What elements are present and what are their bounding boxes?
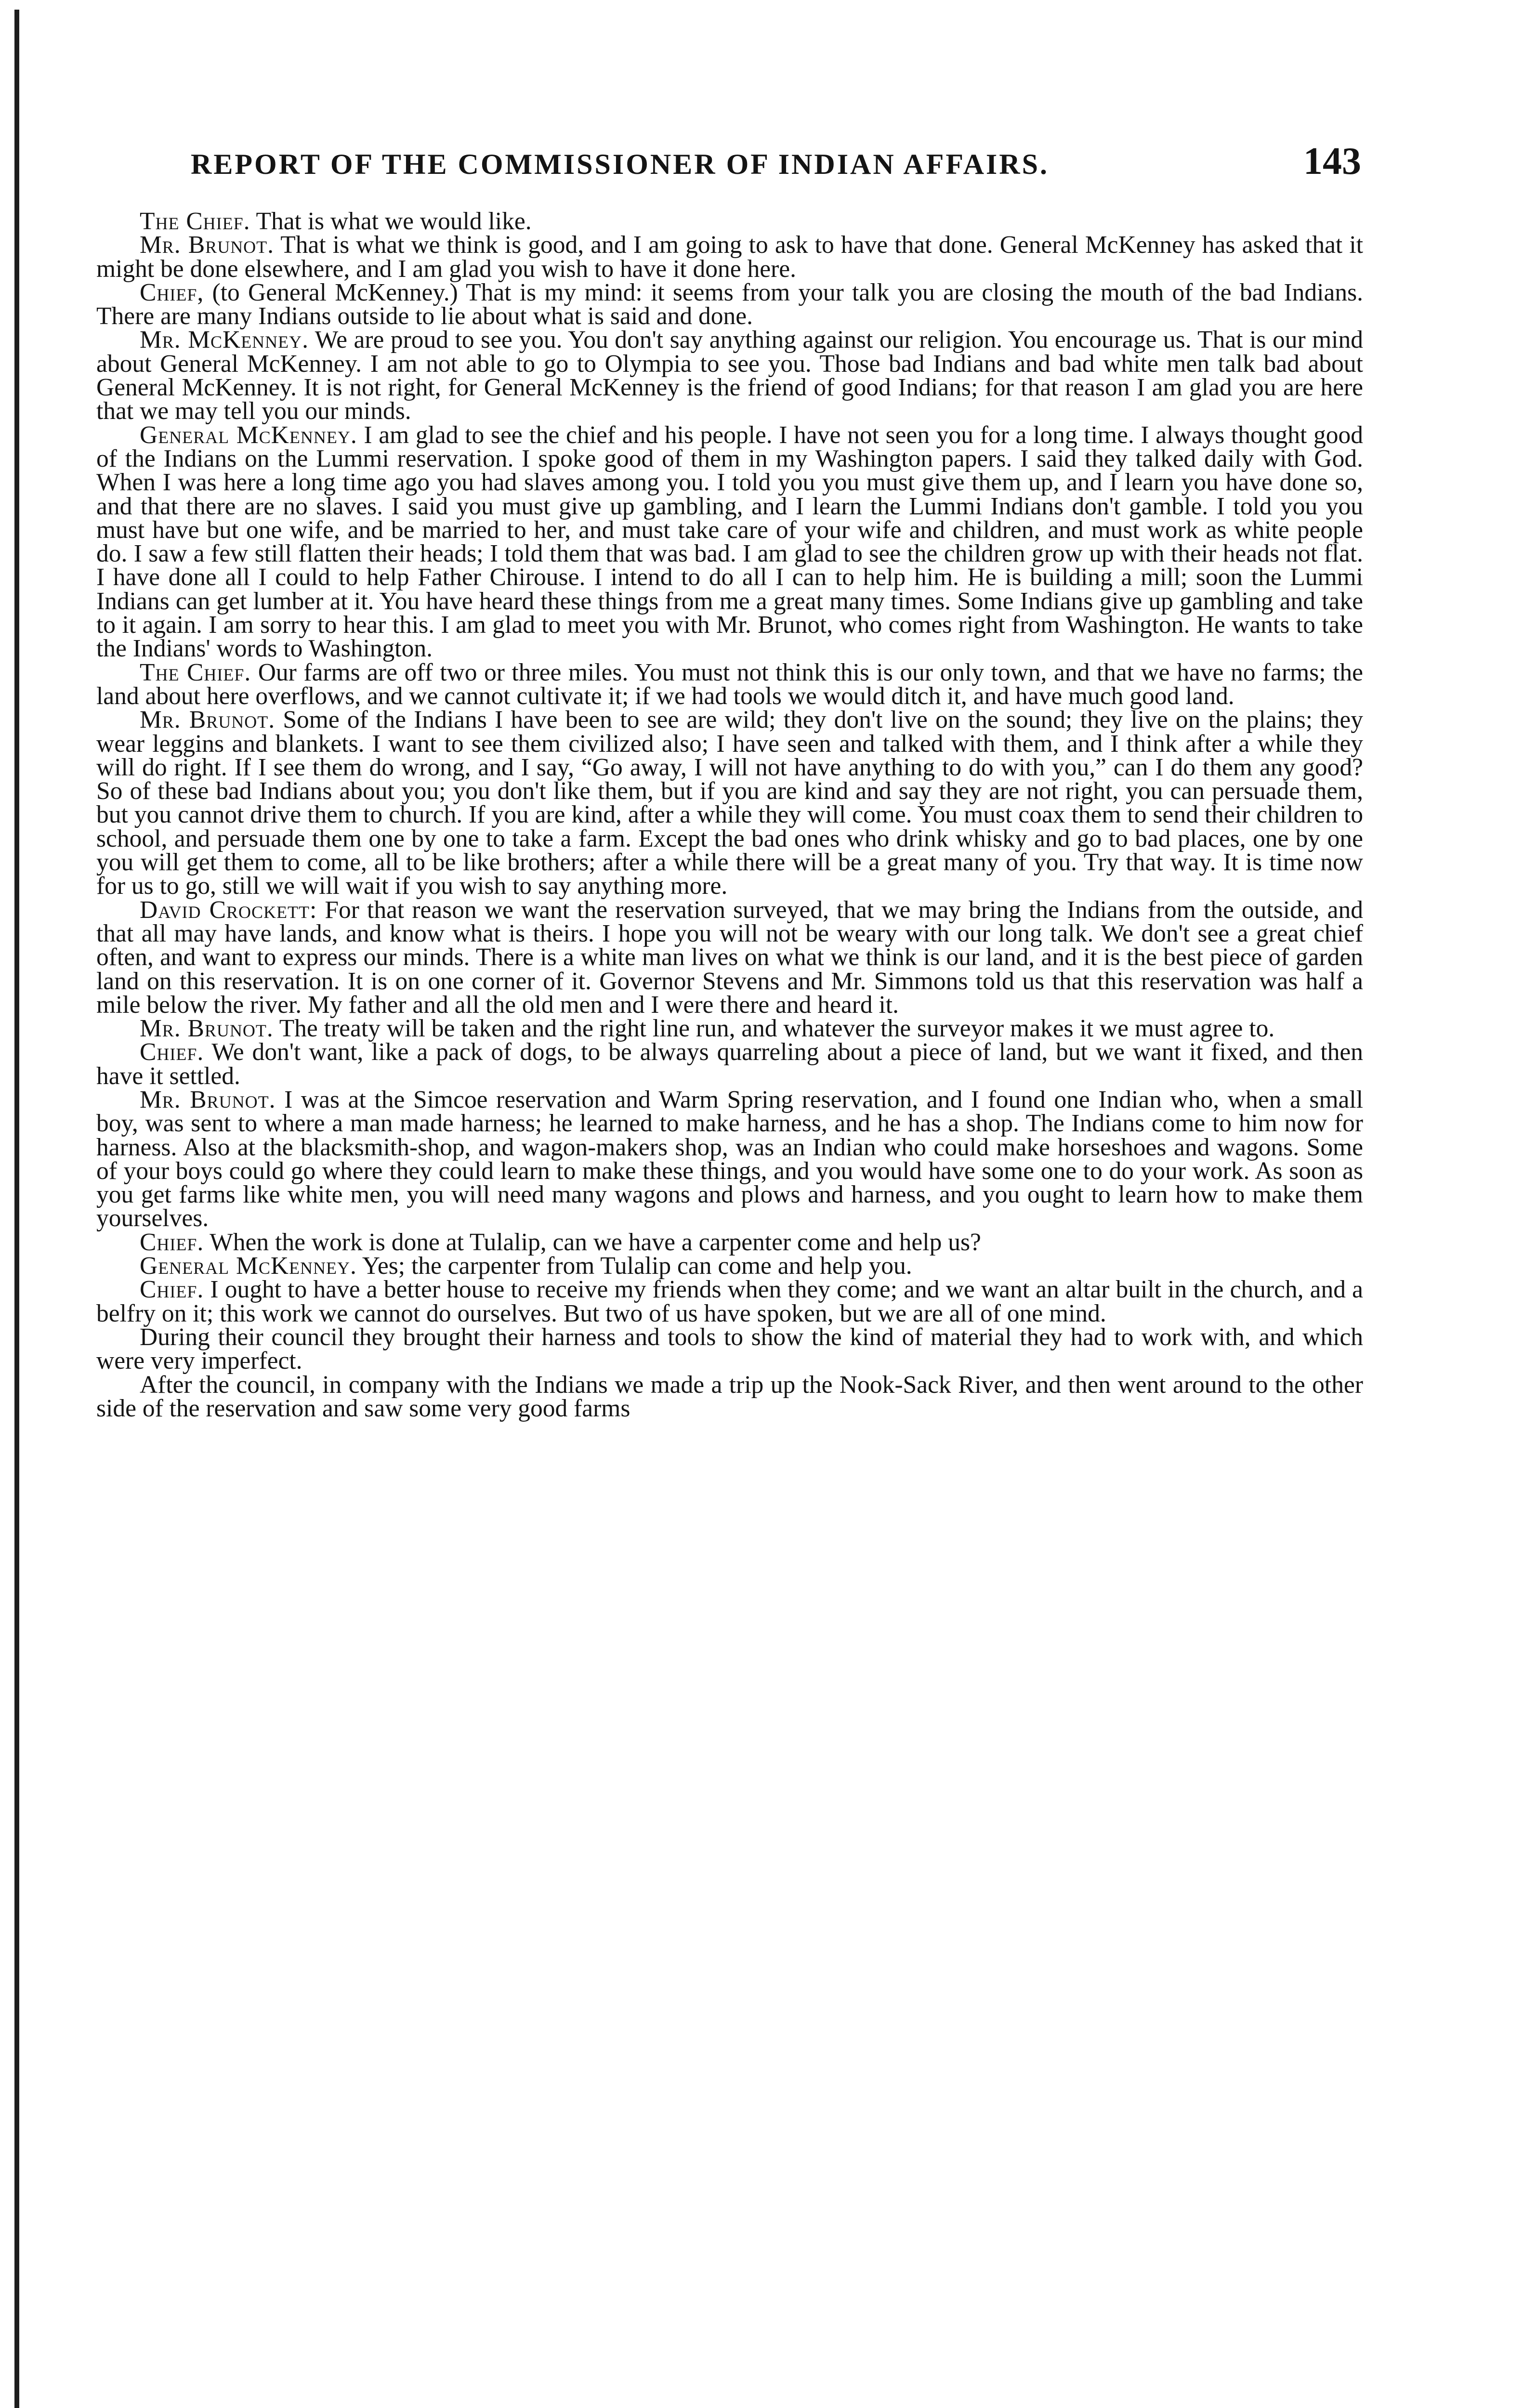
speaker-name: Chief. [140, 1276, 204, 1304]
paragraph [96, 658, 1363, 710]
speaker-name: David Crockett: [140, 896, 317, 924]
speaker-name: Chief, [140, 278, 204, 306]
paragraph-text: I was at the Simcoe reservation and Warm Spring reservation, and I found one Indian who, when a small boy, was sent to where a man made harness; he learned to make harness, and he has a shop. The Indians come to him now for harness. Also at the blacksmith-shop, and wagon-makers shop, was an Indian who could make horseshoes and wagons. Some of your boys could go where they could learn to make these things, and you would have some one to do your work. As soon as you get farms like white men, you will need many wagons and plows and harness, and you ought to learn how to make them yourselves. [96, 1086, 1364, 1232]
paragraph [96, 898, 1363, 1017]
paragraph [96, 1254, 1363, 1278]
paragraph [96, 233, 1363, 281]
paragraph [96, 1015, 1363, 1043]
speaker-name: General McKenney. [140, 1252, 357, 1280]
paragraph-text: I ought to have a better house to receive my friends when they come; and we want an altar built in the church, and a belfry on it; this work we cannot do ourselves. But two of us have spoken, but we are all of one mind. [96, 1276, 1363, 1327]
paragraph-text: Some of the Indians I have been to see are wild; they don't live on the sound; they live on the plains; they wear leggins and blankets. I want to see them civilized also; I have seen and talked with them, and I think after a while they will do right. If I see them do wrong, and I say, “Go away, I will not have anything to do with you,” can I do them any good? So of these bad Indians about you; you don't like them, but if you are kind and say they are not right, you can persuade them, but you cannot drive them to church. If you are kind, after a while they will come. You must coax them to send their children to school, and persuade them one by one to take a farm. Except the bad ones who drink whisky and go to bad places, one by one you will get them to come, all to be like brothers; after a while there will be a great many of you. Try that way. It is time now for us to go, still we will wait if you wish to say anything more. [96, 706, 1363, 900]
speaker-name: Mr. Brunot. [140, 1086, 276, 1113]
paragraph-text: (to General McKenney.) That is my mind: it seems from your talk you are closing the mouth of the bad Indians. There are many Indians outside to lie about what is said and done. [96, 278, 1363, 330]
paragraph-text: We are proud to see you. You don't say anything against our religion. You encourage us. That is our mind about General McKenney. I am not able to go to Olympia to see you. Those bad Indians and bad white men talk bad about General McKenney. It is not right, for General McKenney is the friend of good Indians; for that reason I am glad you are here that we may tell you our minds. [96, 326, 1363, 425]
paragraph [96, 423, 1363, 661]
paragraph [96, 708, 1363, 898]
paragraph-text: That is what we think is good, and I am going to ask to have that done. General McKenney has asked that it might be done elsewhere, and I am glad you wish to have it done here. [96, 231, 1364, 283]
speaker-name: Mr. McKenney. [140, 326, 309, 354]
paragraph [96, 209, 1363, 233]
speaker-name: Mr. Brunot. [140, 706, 276, 734]
paragraph-text: The treaty will be taken and the right line run, and whatever the surveyor makes it we must agree to. [273, 1015, 1275, 1043]
paragraph [96, 1278, 1363, 1325]
paragraph [96, 1040, 1363, 1088]
paragraph-text: Our farms are off two or three miles. You must not think this is our only town, and that we have no farms; the land about here overflows, and we cannot cultivate it; if we had tools we would ditch it, and have much good land. [96, 658, 1363, 710]
speaker-name: Chief. [140, 1038, 204, 1066]
body-text [96, 209, 1363, 1420]
paragraph-text: We don't want, like a pack of dogs, to be always quarreling about a piece of land, but we want it fixed, and then have it settled. [96, 1038, 1363, 1090]
speaker-name: General McKenney. [140, 421, 357, 449]
paragraph-text: I am glad to see the chief and his people. I have not seen you for a long time. I always thought good of the Indians on the Lummi reservation. I spoke good of them in my Washington papers. I said they talked daily with God. When I was here a long time ago you had slaves among you. I told you you must give them up, and I learn you have done so, and that there are no slaves. I said you must give up gambling, and I learn the Lummi Indians don't gamble. I told you you must have but one wife, and be married to her, and must take care of your wife and children, and must work as white people do. I saw a few still flatten their heads; I told them that was bad. I am glad to see the children grow up with their heads not flat. I have done all I could to help Father Chirouse. I intend to do all I can to help him. He is building a mill; soon the Lummi Indians can get lumber at it. You have heard these things from me a great many times. Some Indians give up gambling and take to it again. I am sorry to hear this. I am glad to meet you with Mr. Brunot, who comes right from Washington. He wants to take the Indians' words to Washington. [96, 421, 1363, 663]
paragraph [96, 1230, 1363, 1254]
paragraph [96, 1325, 1363, 1373]
paragraph [96, 1088, 1363, 1230]
paragraph [96, 328, 1363, 423]
running-head-title: REPORT OF THE COMMISSIONER OF INDIAN AFFAIRS. [191, 148, 1049, 180]
paragraph [96, 278, 1363, 330]
page-edge-rule [14, 10, 19, 2408]
paragraph-text: After the council, in company with the Indians we made a trip up the Nook-Sack River, and then went around to the other side of the reservation and saw some very good farms [96, 1371, 1363, 1422]
speaker-name: Mr. Brunot. [140, 1015, 274, 1043]
paragraph-text: For that reason we want the reservation surveyed, that we may bring the Indians from the outside, and that all may have lands, and know what is theirs. I hope you will not be weary with our long talk. We don't see a great chief often, and want to express our minds. There is a white man lives on what we think is our land, and it is the best piece of garden land on this reservation. It is on one corner of it. Governor Stevens and Mr. Simmons told us that this reservation was half a mile below the river. My father and all the old men and I were there and heard it. [96, 896, 1363, 1019]
speaker-name: The Chief. [140, 658, 251, 686]
paragraph-text: When the work is done at Tulalip, can we have a carpenter come and help us? [204, 1228, 981, 1256]
paragraph-text: That is what we would like. [250, 208, 532, 235]
paragraph [96, 1373, 1363, 1421]
paragraph-text: During their council they brought their harness and tools to show the kind of material they had to work with, and which were very imperfect. [96, 1323, 1363, 1375]
paragraph-text: Yes; the carpenter from Tulalip can come and help you. [356, 1252, 912, 1280]
running-header [191, 140, 1361, 193]
page-number: 143 [1303, 140, 1361, 183]
speaker-name: The Chief. [140, 208, 250, 235]
speaker-name: Chief. [140, 1228, 204, 1256]
speaker-name: Mr. Brunot. [140, 231, 275, 259]
